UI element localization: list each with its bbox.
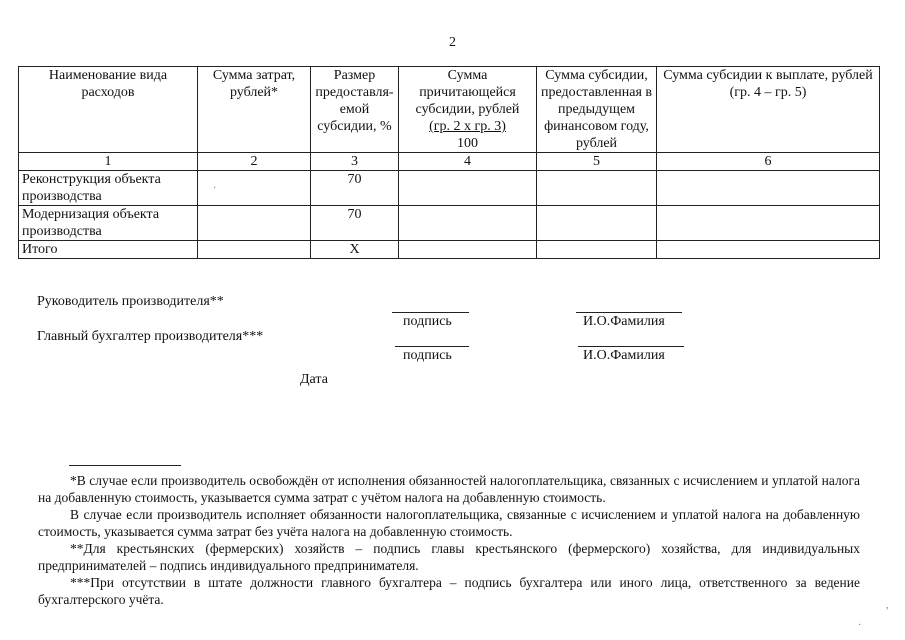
row-rate-cell: X (311, 241, 399, 259)
header-expense-type: Наименование вида расходов (19, 67, 198, 153)
accountant-name-line (578, 346, 684, 347)
footnote-separator (69, 465, 181, 466)
row-rate-cell: 70 (311, 171, 399, 206)
column-number: 1 (19, 153, 198, 171)
footnote-vat-exempt: *В случае если производитель освобождён от исполнения обязанностей налогоплательщика, связанных с исчислением и уплатой налога на добавленную стоимость, указывается сумма затрат с учётом налога на добавленную стоимость. (38, 473, 860, 505)
footnote-farm-signature: **Для крестьянских (фермерских) хозяйств – подпись главы крестьянского (фермерского) хозяйства, для индивидуальных предпринимателей – подпись индивидуального предпринимателя. (38, 541, 860, 573)
column-number: 3 (311, 153, 399, 171)
footnote-vat-payer: В случае если производитель исполняет обязанности налогоплательщика, связанные с исчислением и уплатой налога на добавленную стоимость, указывается сумма затрат без учёта налога на добавленную стоимость. (38, 507, 860, 539)
accountant-signature-line (395, 346, 469, 347)
header-cost-sum: Сумма затрат, рублей* (198, 67, 311, 153)
accountant-signature-caption: подпись (403, 348, 452, 363)
header-subsidy-due-label: Сумма причитающейся субсидии, рублей (415, 68, 520, 117)
page-number: 2 (449, 35, 456, 50)
scan-speck: · (858, 620, 862, 631)
row-expense-name: Модернизация объекта производства (19, 206, 198, 241)
header-subsidy-due-denominator: 100 (457, 136, 478, 151)
footnotes (38, 472, 860, 608)
row-expense-name: Реконструкция объекта производства (19, 171, 198, 206)
head-of-producer-label: Руководитель производителя** (37, 294, 224, 309)
row-expense-name: Итого (19, 241, 198, 259)
header-subsidy-rate: Размер предоставля-емой субсидии, % (311, 67, 399, 153)
scan-speck: · (213, 183, 217, 194)
header-subsidy-due-numerator: (гр. 2 х гр. 3) (429, 119, 506, 134)
date-label: Дата (300, 372, 328, 387)
row-rate-cell: 70 (311, 206, 399, 241)
header-subsidy-previous-year: Сумма субсидии, предоставленная в предыдущем финансовом году, рублей (537, 67, 657, 153)
head-signature-caption: подпись (403, 314, 452, 329)
header-subsidy-payout: Сумма субсидии к выплате, рублей (гр. 4 – гр. 5) (657, 67, 880, 153)
head-signature-line (392, 312, 469, 313)
column-number: 6 (657, 153, 880, 171)
scan-speck: , (886, 600, 889, 611)
column-number: 2 (198, 153, 311, 171)
chief-accountant-label: Главный бухгалтер производителя*** (37, 329, 264, 344)
accountant-name-caption: И.О.Фамилия (583, 348, 665, 363)
column-number: 4 (399, 153, 537, 171)
footnote-accountant-signature: ***При отсутствии в штате должности главного бухгалтера – подпись бухгалтера или иного лица, ответственного за ведение бухгалтерского учёта. (38, 575, 860, 607)
column-number: 5 (537, 153, 657, 171)
head-name-line (576, 312, 682, 313)
head-name-caption: И.О.Фамилия (583, 314, 665, 329)
